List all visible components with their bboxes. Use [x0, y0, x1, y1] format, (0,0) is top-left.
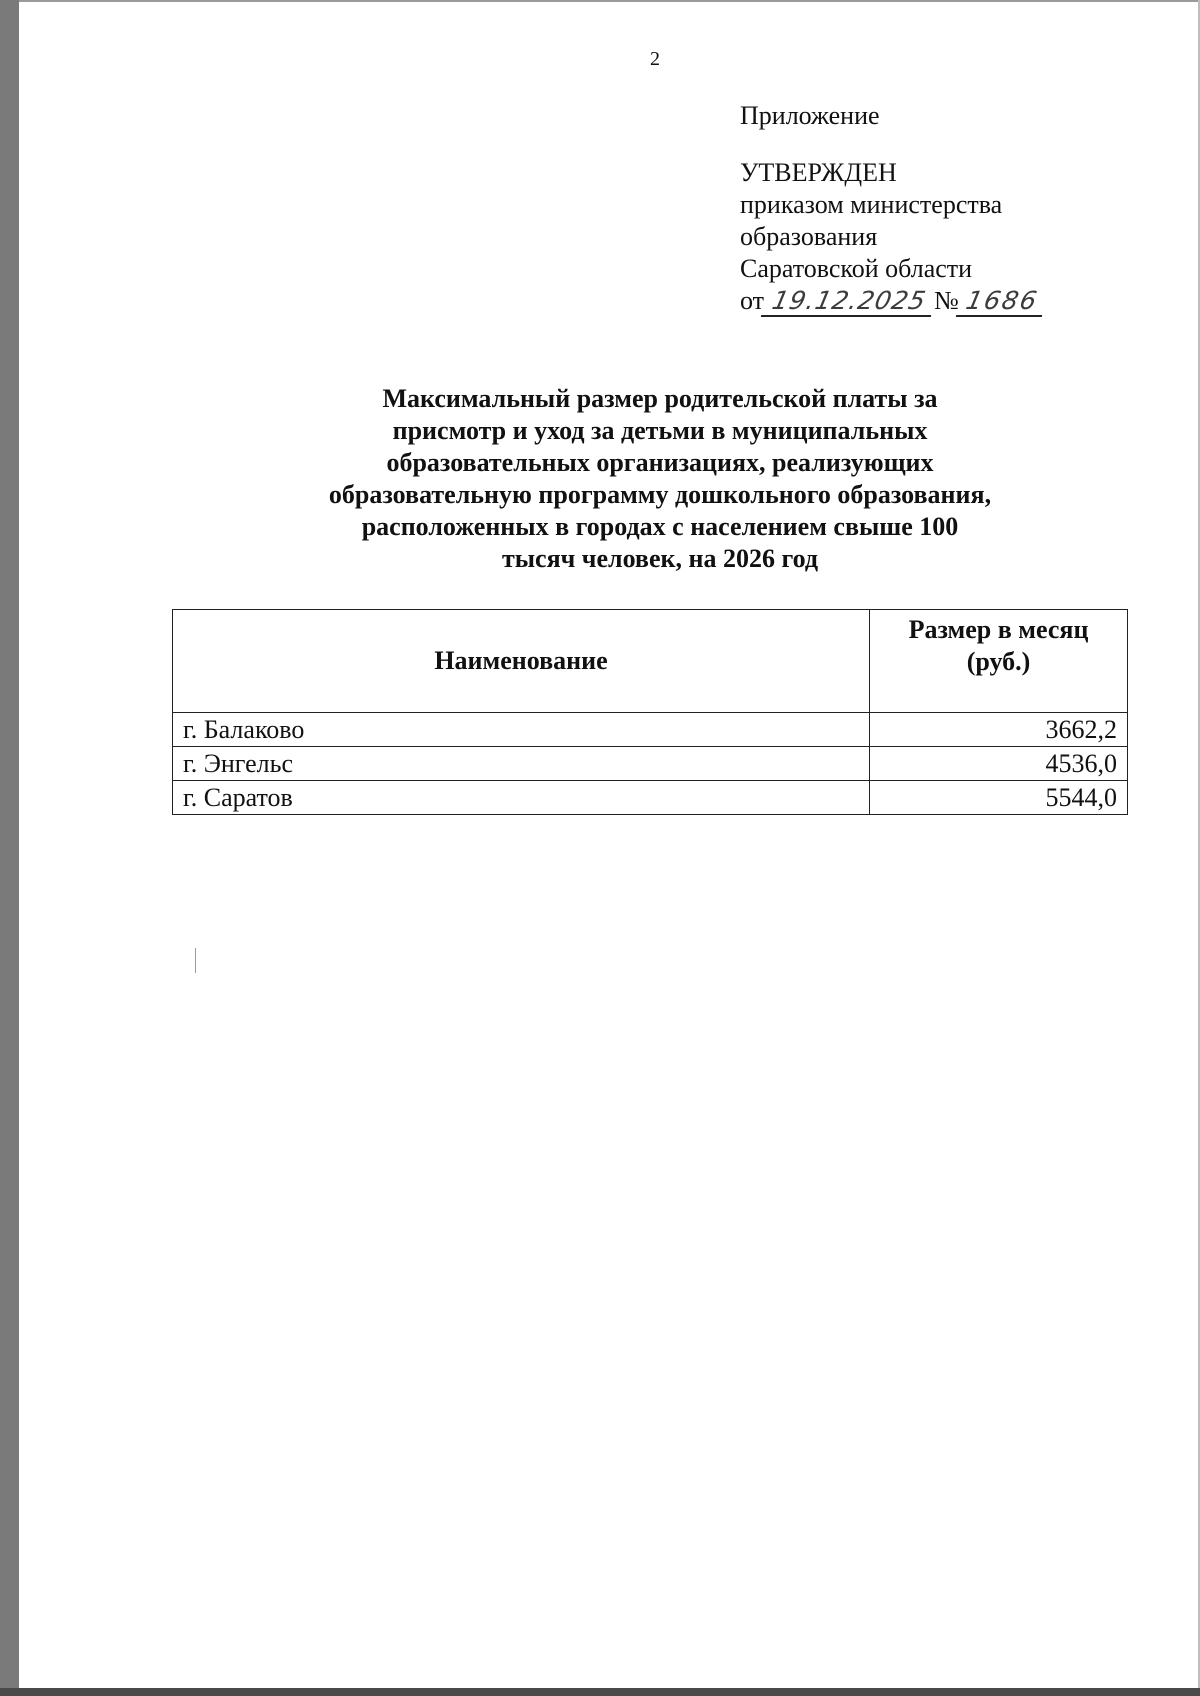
title-line-2: присмотр и уход за детьми в муниципальных: [392, 416, 928, 445]
title-line-1: Максимальный размер родительской платы за: [382, 384, 938, 413]
title-line-4: образовательную программу дошкольного образования,: [328, 480, 992, 509]
table-row: [173, 781, 1128, 815]
number-sign: №: [934, 286, 959, 315]
title-line-5: расположенных в городах с населением свыше 100: [361, 512, 959, 541]
row-city: г. Саратов: [173, 781, 870, 815]
approval-line-2: образования: [740, 222, 878, 251]
fees-table: [172, 609, 1128, 815]
header-amount-line-1: Размер в месяц: [908, 615, 1089, 644]
appendix-label: Приложение: [740, 101, 880, 130]
text-cursor: [195, 948, 196, 973]
header-amount: [870, 610, 1128, 713]
scan-left-border: [0, 0, 19, 1696]
table-row: [173, 747, 1128, 781]
order-date-line: [740, 285, 1160, 317]
approval-block: [740, 100, 1160, 317]
approved-label: УТВЕРЖДЕН: [740, 158, 897, 187]
scan-bottom-border: [0, 1688, 1200, 1696]
row-amount: 5544,0: [870, 781, 1128, 815]
title-line-6: тысяч человек, на 2026 год: [501, 544, 819, 573]
document-title: [260, 383, 1060, 575]
row-city: г. Балаково: [173, 713, 870, 747]
page-number: 2: [650, 48, 660, 70]
title-line-3: образовательных организациях, реализующих: [386, 448, 934, 477]
approval-line-3: Саратовской области: [740, 254, 973, 283]
table-row: [173, 713, 1128, 747]
scan-top-edge: [19, 0, 1200, 2]
header-name: Наименование: [173, 610, 870, 713]
header-amount-line-2: (руб.): [966, 647, 1031, 676]
approval-line-1: приказом министерства: [740, 190, 1003, 219]
row-amount: 3662,2: [870, 713, 1128, 747]
row-city: г. Энгельс: [173, 747, 870, 781]
handwritten-date: 19.12.2025: [761, 287, 937, 317]
row-amount: 4536,0: [870, 747, 1128, 781]
table-header-row: [173, 610, 1128, 713]
date-prefix: от: [740, 286, 765, 315]
handwritten-number: 1686: [956, 287, 1048, 317]
